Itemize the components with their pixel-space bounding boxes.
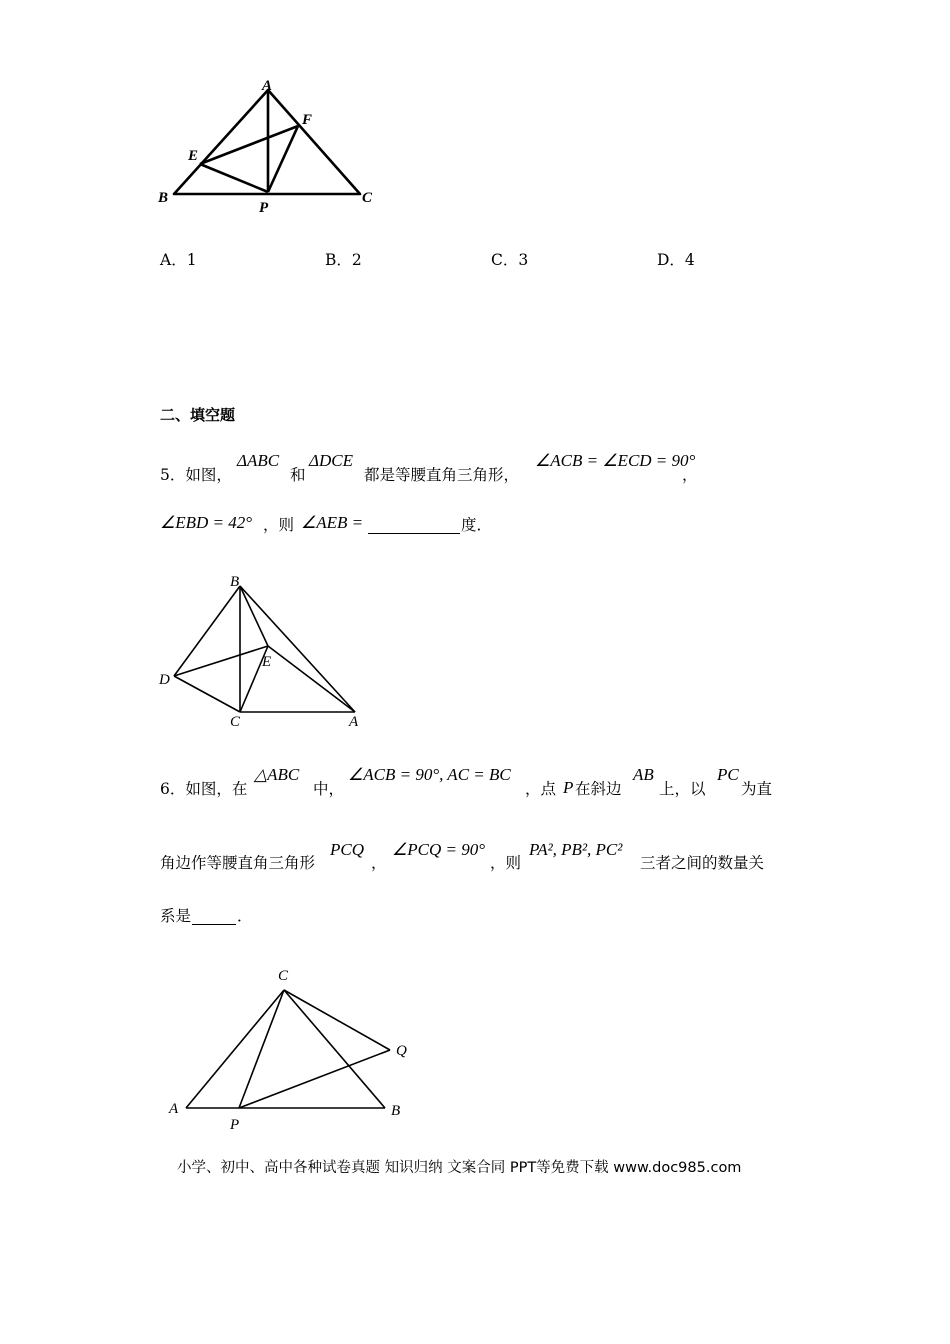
q6-pc: PC bbox=[717, 765, 739, 784]
q5-condition: ∠ACB = ∠ECD = 90° bbox=[535, 451, 696, 470]
q5-text2: ，则 bbox=[263, 516, 295, 534]
option-d[interactable]: D．4 bbox=[657, 251, 695, 269]
label-q: Q bbox=[396, 1043, 407, 1059]
q6-text1: ，点 bbox=[525, 780, 557, 798]
section-heading: 二、填空题 bbox=[160, 406, 236, 424]
figure-triangles-abc-pcq bbox=[160, 960, 420, 1135]
label-b: B bbox=[391, 1103, 401, 1119]
label-b: B bbox=[158, 190, 169, 206]
q6-squares: PA², PB², PC² bbox=[529, 840, 623, 859]
label-c: C bbox=[230, 714, 241, 730]
q6-comma: ， bbox=[371, 854, 387, 872]
q5-line1 bbox=[160, 465, 232, 485]
q6-zhong: 中， bbox=[313, 780, 345, 798]
figure-triangles-abc-dce bbox=[150, 570, 380, 730]
q6-text4: 为直 bbox=[741, 780, 773, 798]
q6-condition: ∠ACB = 90°, AC = BC bbox=[348, 765, 511, 784]
q5-number: 5．如图， bbox=[160, 466, 232, 484]
q6-text2: 在斜边 bbox=[575, 780, 622, 798]
q6-pcq: PCQ bbox=[330, 840, 364, 859]
q5-answer-blank[interactable] bbox=[368, 517, 460, 534]
q6-answer-blank[interactable] bbox=[192, 908, 236, 925]
q6-text5: ，则 bbox=[490, 854, 522, 872]
q5-condition2: ∠EBD = 42° bbox=[160, 513, 253, 532]
label-c: C bbox=[362, 190, 373, 206]
q5-text1: 都是等腰直角三角形， bbox=[364, 466, 520, 484]
q6-text6: 三者之间的数量关 bbox=[640, 854, 765, 872]
option-c[interactable]: C．3 bbox=[491, 251, 529, 269]
q6-text3: 上，以 bbox=[659, 780, 706, 798]
q6-ab: AB bbox=[633, 765, 654, 784]
q5-comma: ， bbox=[682, 466, 698, 484]
q5-tail: 度． bbox=[461, 516, 493, 534]
q6-line2-a: 角边作等腰直角三角形 bbox=[160, 854, 316, 872]
label-p: P bbox=[259, 200, 269, 216]
footer-promo: 小学、初中、高中各种试卷真题 知识归纳 文案合同 PPT等免费下载 www.doc985.com bbox=[177, 1160, 742, 1176]
q6-p: P bbox=[563, 778, 574, 797]
label-b: B bbox=[230, 574, 240, 590]
label-a: A bbox=[169, 1101, 179, 1117]
option-a[interactable]: A．1 bbox=[160, 251, 197, 269]
q6-period: ． bbox=[237, 907, 253, 925]
label-e: E bbox=[188, 148, 199, 164]
label-a: A bbox=[262, 78, 273, 94]
q6-number: 6．如图，在 bbox=[160, 780, 248, 798]
label-a: A bbox=[349, 714, 359, 730]
label-d: D bbox=[159, 672, 170, 688]
label-e: E bbox=[262, 654, 272, 670]
figure-triangle-abc-efp bbox=[150, 78, 390, 218]
q5-and: 和 bbox=[290, 466, 306, 484]
label-p: P bbox=[230, 1117, 240, 1133]
q6-line3: 系是 bbox=[160, 907, 192, 925]
label-f: F bbox=[302, 112, 313, 128]
q5-ask: ∠AEB = bbox=[301, 513, 364, 532]
q5-tri2: ΔDCE bbox=[309, 451, 353, 470]
q6-tri: △ABC bbox=[254, 765, 300, 784]
q6-condition2: ∠PCQ = 90° bbox=[392, 840, 486, 859]
option-b[interactable]: B．2 bbox=[325, 251, 362, 269]
label-c: C bbox=[278, 968, 289, 984]
q5-tri1: ΔABC bbox=[237, 451, 280, 470]
